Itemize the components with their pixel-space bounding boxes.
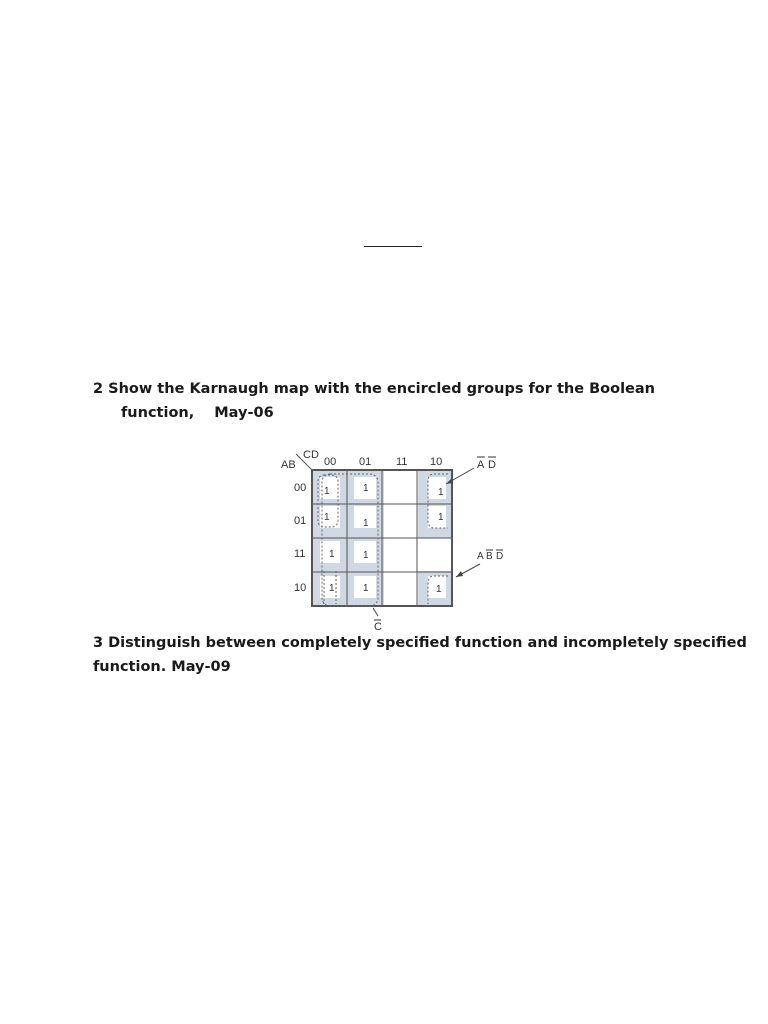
- arrow-head: [456, 571, 463, 577]
- cell-value: 1: [329, 549, 335, 560]
- cell-value: 1: [324, 512, 330, 523]
- question-2: [93, 377, 655, 425]
- question-2-date: May-06: [214, 405, 274, 421]
- cell-bg: [320, 477, 340, 499]
- row-label: 10: [294, 582, 307, 594]
- row-label: 00: [294, 482, 307, 494]
- underline-rule: [364, 246, 422, 247]
- cell-value: 1: [363, 518, 369, 529]
- cell-value: 1: [363, 483, 369, 494]
- label-d-bar: D: [496, 551, 504, 562]
- label-a-bar-d-bar: [477, 457, 496, 471]
- cell-value: 1: [436, 584, 442, 595]
- question-3-line-1: 3 Distinguish between completely specified function and incompletely specified: [93, 635, 747, 651]
- row-label: 11: [294, 548, 306, 560]
- label-c-bar-text: C: [374, 621, 382, 633]
- label-d-bar: D: [488, 459, 496, 471]
- column-label: 10: [430, 456, 443, 468]
- row-label: 01: [294, 515, 307, 527]
- column-variable-label: CD: [303, 449, 319, 461]
- label-b-bar: B: [486, 551, 493, 562]
- column-label: 01: [359, 456, 372, 468]
- question-2-line-1: 2 Show the Karnaugh map with the encircled groups for the Boolean: [93, 381, 655, 397]
- question-2-function-text: function,: [121, 405, 195, 421]
- cell-value: 1: [363, 550, 369, 561]
- cell-value: 1: [329, 583, 335, 594]
- question-3: [93, 631, 747, 679]
- label-c-bar: [373, 608, 382, 633]
- row-variable-label: AB: [281, 459, 296, 471]
- cell-value: 1: [363, 583, 369, 594]
- cell-value: 1: [438, 512, 444, 523]
- pointer-line: [373, 608, 378, 616]
- cell-value: 1: [438, 487, 444, 498]
- karnaugh-map: [270, 444, 530, 639]
- column-label: 11: [396, 456, 408, 468]
- cell-value: 1: [324, 486, 330, 497]
- label-a-bar: A: [477, 459, 485, 471]
- column-label: 00: [324, 456, 337, 468]
- question-3-line-2: function. May-09: [93, 659, 231, 675]
- karnaugh-map-figure: [270, 444, 530, 634]
- question-2-line-2: [93, 401, 655, 425]
- label-a-bbar-dbar: [477, 550, 503, 562]
- label-a: A: [477, 551, 484, 562]
